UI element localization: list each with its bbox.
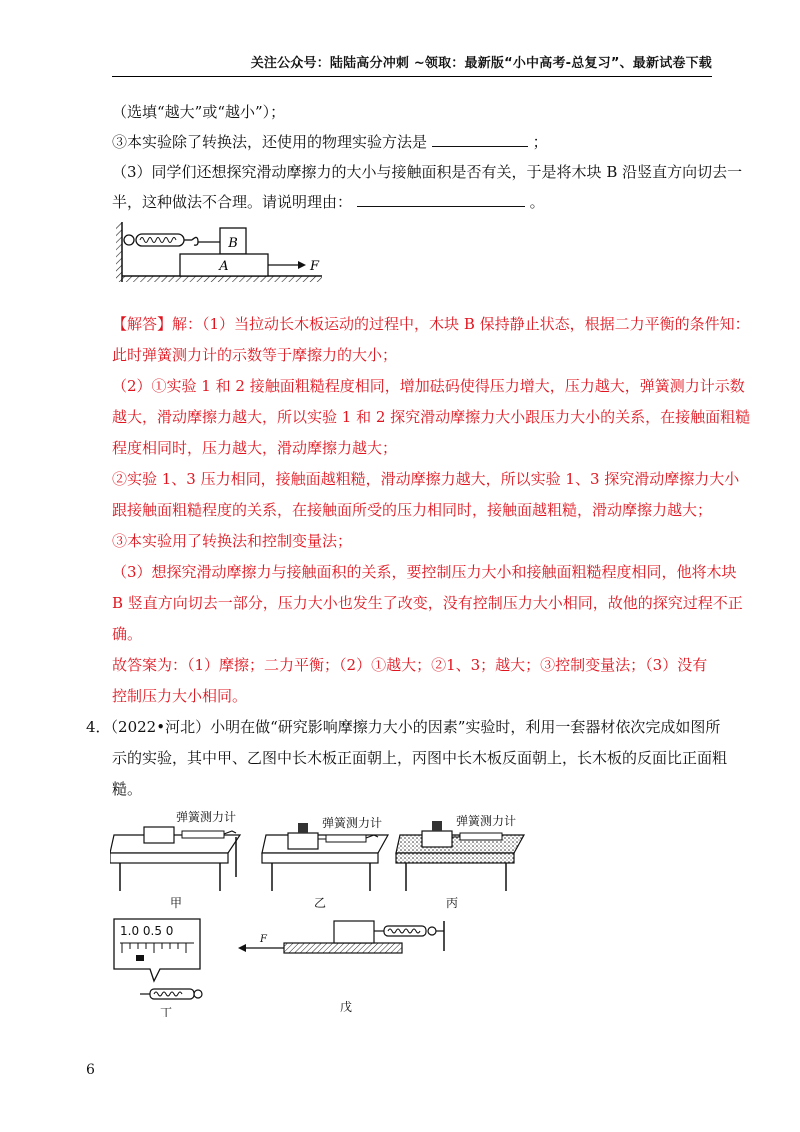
block-b-label: B: [228, 236, 238, 251]
setup-ding: [114, 919, 202, 1017]
label-bing: 丙: [446, 896, 459, 910]
setup-yi: [262, 815, 388, 910]
spring-scale-icon: [124, 234, 220, 246]
floor: [122, 276, 322, 282]
meter-label-yi: 弹簧测力计: [322, 816, 383, 830]
wall: [116, 222, 122, 282]
meter-label-bing: 弹簧测力计: [456, 814, 517, 828]
setup-wu: [238, 921, 444, 1014]
label-jia: 甲: [170, 896, 183, 910]
answer-line-4: 越大，滑动摩擦力越大，所以实验 1 和 2 探究滑动摩擦力大小跟压力大小的关系，在接触面粗糙: [112, 408, 751, 426]
answer-line-9: （3）想探究滑动摩擦力与接触面积的关系，要控制压力大小和接触面粗糙程度相同，他将木块: [112, 563, 737, 581]
q4-line-1: 4．（2022•河北）小明在做“研究影响摩擦力大小的因素”实验时，利用一套器材依次完成如图所: [86, 718, 721, 736]
answer-line-11: 确。: [112, 625, 143, 643]
header-rule: [112, 76, 712, 77]
answer-blank-reason[interactable]: [357, 192, 525, 207]
answer-line-7: 跟接触面粗糙程度的关系，在接触面所受的压力相同时，接触面越粗糙，滑动摩擦力越大；: [112, 501, 713, 519]
q4-line-2: 示的实验，其中甲、乙图中长木板正面朝上，丙图中长木板反面朝上，长木板的反面比正面粗: [112, 749, 728, 767]
experiment-figures: [110, 805, 530, 1017]
page-number: 6: [86, 1062, 95, 1078]
answer-line-12: 故答案为：（1）摩擦；二力平衡；（2）①越大；②1、3；越大；③控制变量法；（3）没有: [112, 656, 708, 674]
force-label: F: [310, 259, 320, 274]
q4-line-3: 糙。: [112, 780, 143, 798]
answer-line-6: ②实验 1、3 压力相同，接触面越粗糙，滑动摩擦力越大，所以实验 1、3 探究滑动摩擦力大小: [112, 470, 740, 488]
scale-text: 1.0 0.5 0: [120, 924, 174, 938]
board-a-label: A: [219, 259, 229, 274]
question-line-4-text: 半，这种做法不合理。请说明理由：: [112, 193, 353, 211]
question-line-1: （选填“越大”或“越小”）；: [112, 103, 286, 121]
answer-tag: 【解答】: [112, 315, 173, 333]
setup-jia: [110, 809, 240, 910]
question-line-4: [112, 191, 545, 212]
question-line-2-text: ③本实验除了转换法，还使用的物理实验方法是: [112, 133, 428, 151]
answer-line-3: （2）①实验 1 和 2 接触面粗糙程度相同，增加砝码使得压力增大，压力越大，弹簧测力计示数: [112, 377, 745, 395]
question-line-2: [112, 131, 548, 152]
answer-line-10: B 竖直方向切去一部分，压力大小也发生了改变，没有控制压力大小相同，故他的探究过程不正: [112, 594, 743, 612]
answer-line-2: 此时弹簧测力计的示数等于摩擦力的大小；: [112, 346, 398, 364]
answer-line-1-text: 解：（1）当拉动长木板运动的过程中，木块 B 保持静止状态，根据二力平衡的条件知：: [172, 315, 750, 333]
answer-line-5: 程度相同时，压力越大，滑动摩擦力越大；: [112, 439, 398, 457]
answer-line-8: ③本实验用了转换法和控制变量法；: [112, 532, 353, 550]
page-header: 关注公众号：陆陆高分冲刺 ~领取：最新版“小中高考-总复习”、最新试卷下载: [250, 56, 712, 71]
label-yi: 乙: [314, 896, 327, 910]
answer-line-1: [112, 313, 750, 334]
label-ding: 丁: [160, 1006, 173, 1017]
question-line-3: （3）同学们还想探究滑动摩擦力的大小与接触面积是否有关，于是将木块 B 沿竖直方向切去一: [112, 163, 743, 181]
question-line-4-end: 。: [529, 193, 545, 211]
label-wu: 戊: [340, 1000, 353, 1014]
friction-setup-figure: [112, 218, 332, 286]
force-label-wu: F: [260, 934, 267, 945]
answer-line-13: 控制压力大小相同。: [112, 687, 248, 705]
question-line-2-end: ；: [532, 133, 548, 151]
answer-blank-method[interactable]: [432, 132, 528, 147]
setup-bing: [396, 813, 524, 910]
meter-label-jia: 弹簧测力计: [176, 810, 237, 824]
